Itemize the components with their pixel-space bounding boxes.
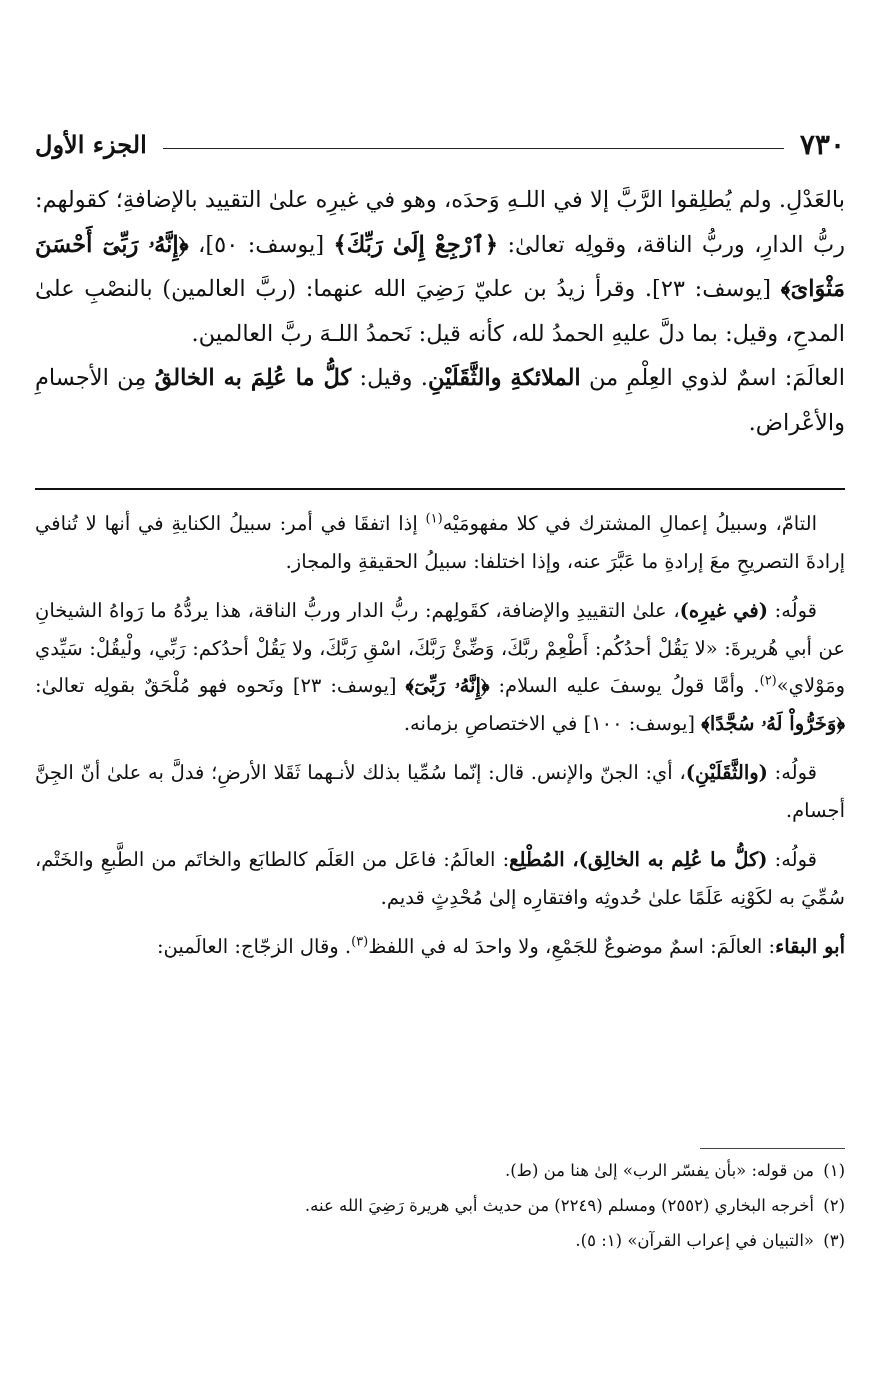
bold-phrase: (كلُّ ما عُلِم به الخالِق)، المُطْلِع [509,848,768,871]
text-run: بالعَدْلِ. ولم يُطلِقوا الرَّبَّ إلا في اللـهِ وَحدَه، وهو في غيرِه علىٰ التقييد بالإضافةِ؛ كقولهم: ربُّ الدارِ، وربُّ الناقة، وقولِه تعالىٰ: [35,187,845,258]
quran-verse: ﴿إِنَّهُۥ رَبِّىٓ﴾ [405,674,490,697]
text-run: [يوسف: ٢٣] ونَحوه فهو مُلْحَقٌ بقولِه تعالىٰ: [35,674,406,697]
bold-phrase: كلُّ ما عُلِمَ به الخالقُ [154,365,352,391]
text-run: التامّ، وسبيلُ إعمالِ المشترك في كلا مفهومَيْه [442,512,817,535]
footnote-text: أخرجه البخاري (٢٥٥٢) ومسلم (٢٢٤٩) من حديث أبي هريرة رَضِيَ الله عنه. [304,1196,814,1215]
volume-title: الجزء الأول [35,129,147,159]
text-run: . وقيل: [351,365,428,391]
text-run: العالَمَ: اسمٌ لذوي العِلْمِ من [580,365,845,391]
text-run: [يوسف: ١٠٠] في الاختصاصِ بزمانه. [403,711,702,735]
commentary-paragraph-5 [35,928,845,966]
footnote-number: (١) [823,1161,845,1180]
text-run: ، علىٰ التقييدِ والإضافة، كقَولِهم: ربُّ الدار وربُّ الناقة، هذا يردُّهُ ما رَواهُ الشيخانِ عن أبي هُريرةَ: «لا يَقُلْ أحدُكُم: أَطْعِمْ ربَّكَ، وَضِّئْ رَبَّكَ، اسْقِ رَبَّكَ، ولا يَقُلْ أحدُكم: رَبِّي، ولْيقُلْ: سَيِّدي ومَوْلاي» [35,599,845,697]
commentary [35,505,845,978]
bold-phrase: الملائكةِ والثَّقَلَيْنِ [427,365,581,391]
commentary-paragraph-1 [35,505,845,580]
footnote-1 [35,1153,845,1188]
text-run: . وقال الزجّاج: العالَمين: [156,935,352,958]
commentary-paragraph-3 [35,754,845,829]
header-rule [163,148,784,149]
text-run: قولُه: [767,761,818,784]
footnote-number: (٢) [823,1196,845,1215]
text-run: قولُه: [767,848,817,871]
main-paragraph-2 [35,356,845,445]
text-run: [يوسف: ٥٠]، [188,231,334,258]
bold-phrase: أبو البقاء [775,935,845,958]
footnote-ref: (١) [425,511,443,527]
main-paragraph-1 [35,178,845,356]
footnote-text: من قوله: «بأن يفسّر الرب» إلىٰ هنا من (ط). [505,1161,814,1180]
commentary-paragraph-2 [35,592,845,742]
commentary-paragraph-4 [35,841,845,916]
footnote-divider [700,1148,845,1149]
page-header [35,122,845,166]
footnote-3 [35,1223,845,1258]
text-run: ، أي: الجنّ والإنس. قال: إنّما سُمِّيا بذلك لأنـهما ثَقَلا الأرضِ؛ فدلَّ به علىٰ أنّ الجِنَّ أجسام. [35,761,845,822]
bold-phrase: (والثَّقَلَيْنِ) [685,761,768,784]
text-run: إذا اتفقَا في أمر: سبيلُ الكنايةِ في أنها لا تُنافي إرادةَ التصريحِ معَ إرادةِ ما عَبَّرَ عنه، وإذا اختلفا: سبيلُ الحقيقةِ والمجاز. [35,512,845,573]
quran-verse: ﴿إِنَّهُۥ رَبِّىٓ أَحْسَنَ مَثْوَاىَ﴾ [35,231,845,302]
text-run: مِن الأجسامِ والأعْراض. [35,365,845,436]
bold-phrase: (في غيرِه) [679,599,768,622]
footnote-ref: (٣) [351,934,369,950]
quran-verse: ﴿وَخَرُّواْ لَهُۥ سُجَّدًا﴾ [701,711,845,735]
text-run: : العالَمَ: اسمٌ موضوعٌ للجَمْعِ، ولا واحدَ له في اللفظ [368,935,776,958]
page-number: ٧٣٠ [799,127,845,161]
text-run: قولُه: [767,599,817,622]
quran-verse: ﴿ٱرْجِعْ إِلَىٰ رَبِّكَ﴾ [333,231,499,258]
main-text [35,178,845,445]
text-run: [يوسف: ٢٣]. وقرأ زيدُ بن عليّ رَضِيَ الله عنهما: (ربَّ العالمين) بالنصْبِ علىٰ المدحِ، وقيل: بما دلَّ عليهِ الحمدُ لله، كأنه قيل: نَحمدُ اللـهَ ربَّ العالمين. [35,276,845,347]
text-run: : العالَمُ: فاعَل من العَلَم كالطابَع والخاتَم من الطَّبعِ والخَتْم، سُمِّيَ به لكَوْنِه عَلَمًا علىٰ حُدوثِه وافتقارِه إلىٰ مُحْدِثٍ قديم. [35,848,845,909]
footnote-text: «التبيان في إعراب القرآن» (١: ٥). [575,1231,814,1250]
footnote-ref: (٢) [759,673,777,689]
footnote-number: (٣) [823,1231,845,1250]
text-run: . وأمَّا قولُ يوسفَ عليه السلام: [489,674,760,697]
section-divider [35,488,845,490]
footnotes [35,1153,845,1258]
footnote-2 [35,1188,845,1223]
